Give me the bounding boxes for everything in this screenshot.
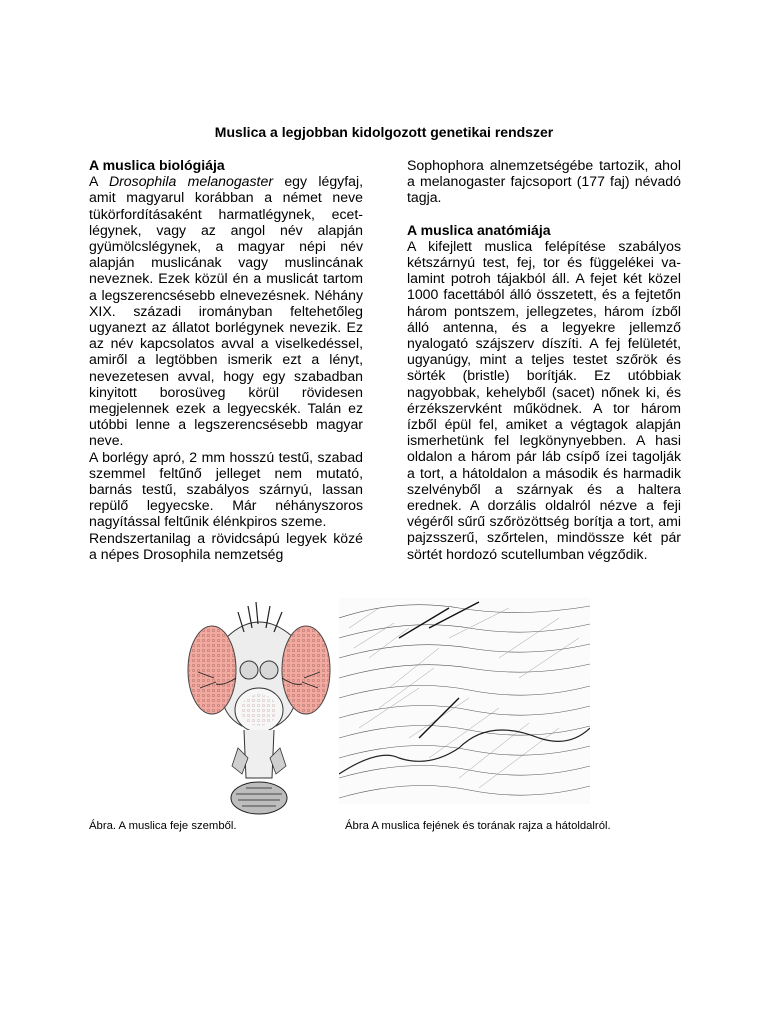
anatomy-paragraph: A kifejlett muslica felépítése szabályos kétszárnyú test, fej, tor és függelékei valamint potroh tájakból áll. A fejet két közel 1000 facettából álló összetett, és a fejtetőn három pontszem, jellegzetes, három ízből álló antenna, és a legyekre jellemző nyalogató szájszerv díszíti. A fej felületét, ugyanúgy, mint a teljes testet szőrök és sörték (bristle) borítják. Ez utóbbiak nagyobbak, kehelyből (sacet) nőnek ki, és érzékszervként működnek. A tor három ízből épül fel, amiket a végtagok alapján ismerhetünk fel legkönynyebben. A hasi oldalon a három pár láb csípő ízei tagolják a tort, a hátoldalon a második és harmadik szelvényből a szárnyak és a haltera erednek. A dorzális oldalról nézve a feji végéről sűrű szőrözöttség borítja a tort, ami pajzsszerű, szőrtelen, mindössze két pár sörtét hordozó scutellumban végződik. — [407, 237, 681, 562]
page-title: Muslica a legjobban kidolgozott genetikai rendszer — [214, 124, 554, 140]
biology-paragraph-3: Rendszertanilag a rövidcsápú legyek közé a népes Drosophila nemzetség — [89, 529, 363, 562]
section-heading-anatomy: A muslica anatómiája — [407, 221, 551, 238]
biology-paragraph-2: A borlégy apró, 2 mm hosszú testű, szabad szemmel feltűnő jelleget nem mutató, barnás testű, szabályos szárnyú, lassan repülő legyecske. Már néhányszoros nagyítással feltűnik élénkpiros szeme. — [89, 448, 363, 530]
species-name: Drosophila melanogaster — [108, 173, 274, 190]
right-column — [407, 157, 681, 562]
fly-thorax-drawing-icon — [339, 598, 590, 804]
biology-paragraph-1 — [89, 173, 363, 448]
figure-1-caption: Ábra. A muslica feje szemből. — [89, 820, 237, 832]
text-run: egy légyfaj, amit magyarul korábban a német neve tükörfordításaként harmatlégynek, ecetlégynek, vagy az angol név alapján gyümölcslégynek, a magyar népi név alapján muslicának vagy muslincának neveznek. Ezek közül én a muslicát tartom a legszerencsésebb elnevezésnek. Néhány XIX. századi irományban feltehetőleg ugyanezt az állatot borlégynek nevezik. Ez az név kapcsolatos avval a viselkedéssel, amiről a legtöbben ismerik ezt a lényt, nevezetesen avval, hogy egy szabadban kinyitott borosüveg körül rövidesen megjelennek ezek a legyecskék. Talán ez utóbbi lenne a legszerencsésebb magyar neve. — [89, 173, 363, 449]
text-run: A — [89, 173, 109, 190]
figure-2-caption: Ábra A muslica fejének és torának rajza a hátoldalról. — [345, 820, 611, 832]
biology-paragraph-3-continued: Sophophora alnemzetségébe tartozik, ahol a melanogaster fajcsoport (177 faj) névadó tagja. — [407, 157, 681, 206]
fly-head-drawing-icon — [186, 598, 332, 816]
section-heading-biology: A muslica biológiája — [89, 157, 225, 173]
left-column — [89, 157, 363, 562]
